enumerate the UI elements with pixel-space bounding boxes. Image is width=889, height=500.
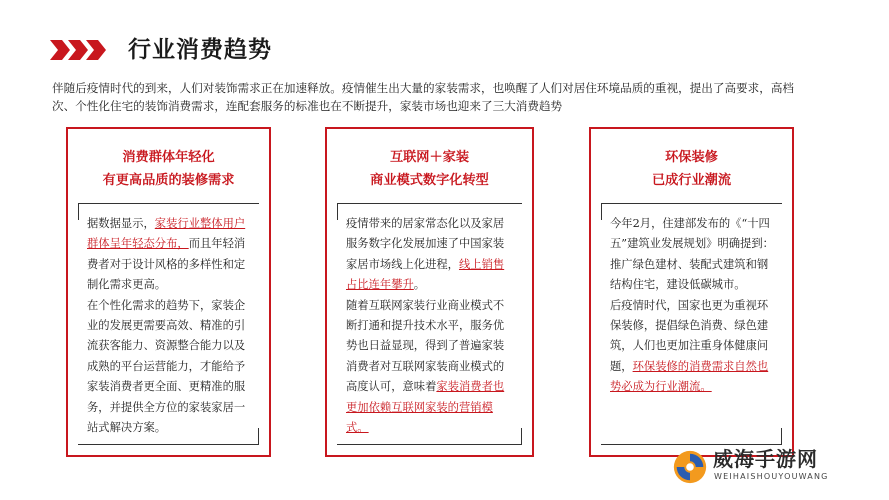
text-span: 疫情带来的居家常态化以及家居服务数字化发展加速了中国家装家居市场线上化进程， <box>346 217 505 271</box>
card-body <box>346 214 514 438</box>
chevron-arrows-icon <box>50 40 110 60</box>
text-span: 。 <box>413 278 426 292</box>
card-body <box>610 214 774 398</box>
card-paragraph <box>87 214 251 296</box>
card-subtitle: 商业模式数字化转型 <box>370 173 489 188</box>
page-title: 行业消费趋势 <box>128 37 272 63</box>
watermark-name: 威海手游网 <box>713 447 818 471</box>
text-span: 而且年轻消费者对于设计风格的多样性和定制化需求更高。 <box>87 237 246 292</box>
trend-card-internet-home <box>325 127 534 457</box>
card-paragraph: 在个性化需求的趋势下，家装企业的发展更需要高效、精准的引流获客能力、资源整合能力以及成熟的平台运营能力，才能给予家装消费者更全面、更精准的服务，并提供全方位的家装家居一站式解决方案。 <box>87 298 246 435</box>
highlight-text: 环保装修的消费需求自然也势必成为行业潮流。 <box>610 359 769 394</box>
card-title: 消费群体年轻化 <box>122 150 215 165</box>
card-subtitle: 有更高品质的装修需求 <box>102 173 235 188</box>
card-heading <box>591 146 792 192</box>
card-content-frame <box>337 203 522 445</box>
watermark-subtitle: WEIHAISHOUYOUWANG <box>714 472 829 481</box>
site-watermark <box>671 446 861 488</box>
card-paragraph <box>346 296 514 439</box>
card-heading <box>68 146 269 192</box>
text-span: 后疫情时代，国家也更为重视环保装修，提倡绿色消费、绿色建筑，人们也更加注重身体健康问题， <box>610 298 769 373</box>
card-content-frame <box>601 203 782 445</box>
intro-paragraph: 伴随后疫情时代的到来，人们对装饰需求正在加速释放。疫情催生出大量的家装需求，也唤醒了人们对居住环境品质的重视，提出了高要求，高档次、个性化住宅的装饰消费需求，连配套服务的标准也在不断提升，家装市场也迎来了三大消费趋势 <box>52 81 795 113</box>
card-heading <box>327 146 532 192</box>
card-subtitle: 已成行业潮流 <box>651 173 732 188</box>
card-title: 环保装修 <box>665 150 718 165</box>
card-paragraph <box>346 214 514 296</box>
trend-card-eco-decoration <box>589 127 794 457</box>
highlight-text: 家装行业整体用户群体呈年轻态分布， <box>87 217 246 251</box>
card-content-frame <box>78 203 259 445</box>
card-paragraph: 今年2月，住建部发布的《“十四五”建筑业发展规划》明确提到：推广绿色建材、装配式建筑和钢结构住宅，建设低碳城市。 <box>610 217 774 292</box>
trend-card-young-consumers <box>66 127 271 457</box>
card-paragraph <box>610 296 774 398</box>
text-span: 随着互联网家装行业商业模式不断打通和提升技术水平，服务优势也日益显现，得到了普遍家装消费者对互联网家装商业模式的高度认可，意味着 <box>346 298 505 394</box>
site-logo-icon <box>671 448 709 486</box>
highlight-text: 家装消费者也更加依赖互联网家装的营销模式。 <box>346 380 505 435</box>
card-title: 互联网＋家装 <box>389 150 470 165</box>
highlight-text: 线上销售占比连年攀升 <box>346 257 505 292</box>
text-span: 据数据显示， <box>87 217 155 230</box>
card-body <box>87 214 251 438</box>
